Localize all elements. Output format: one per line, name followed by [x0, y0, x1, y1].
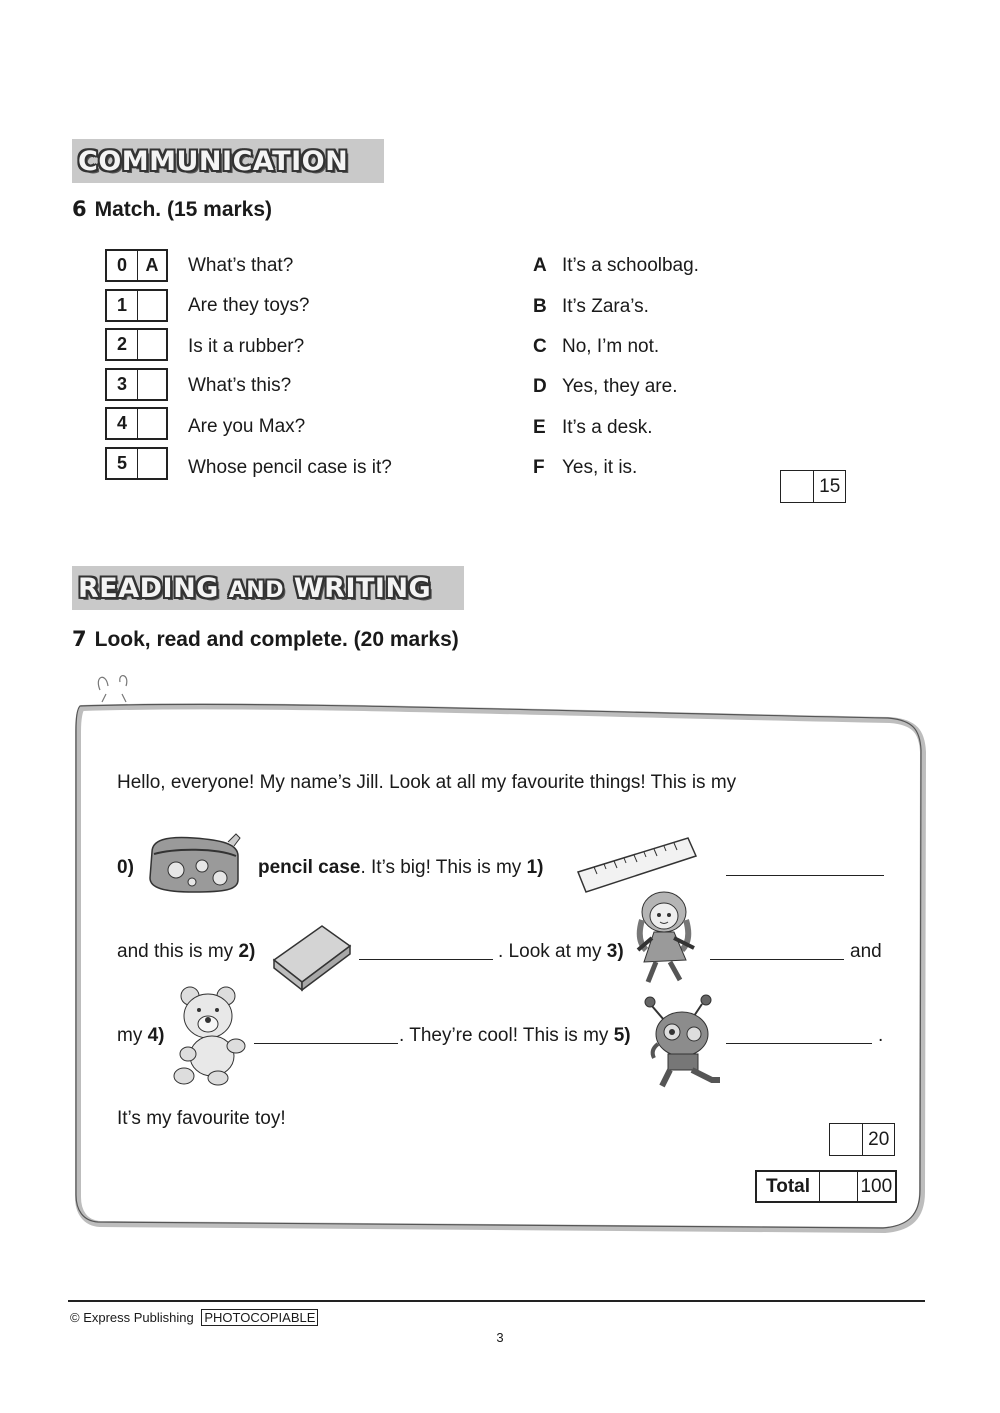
answer-E: E It’s a desk. [533, 417, 653, 438]
score-box-task6 [780, 470, 846, 503]
total-blank[interactable] [820, 1172, 857, 1201]
match-answer-cell[interactable] [138, 409, 166, 438]
footer [70, 1310, 318, 1325]
match-answer-cell[interactable] [138, 449, 166, 478]
match-number: 5 [107, 449, 138, 478]
answer-A: A It’s a schoolbag. [533, 255, 699, 276]
match-box-5 [105, 447, 168, 480]
answer-blank-2[interactable] [359, 941, 493, 960]
match-number: 4 [107, 409, 138, 438]
question-5: Whose pencil case is it? [188, 457, 392, 478]
question-2: Is it a rubber? [188, 336, 305, 357]
match-number: 3 [107, 370, 138, 399]
banner-text: COMMUNICATION [78, 145, 349, 177]
answer-blank-1[interactable] [726, 857, 884, 876]
task-instruction: Match. (15 marks) [94, 198, 273, 221]
text-line-4a: my 4) [117, 1025, 165, 1046]
question-0: What’s that? [188, 255, 294, 276]
match-number: 0 [107, 251, 138, 280]
text-line-3b: . Look at my 3) [498, 941, 624, 962]
robot-picture [640, 994, 732, 1092]
match-answer-cell[interactable] [138, 370, 166, 399]
answer-C: C No, I’m not. [533, 336, 660, 357]
copyright: © Express Publishing [70, 1310, 194, 1325]
match-box-0 [105, 249, 168, 282]
text-line-2a: 0) [117, 857, 134, 878]
page-number: 3 [496, 1330, 504, 1345]
footer-rule [68, 1300, 925, 1302]
score-max: 15 [819, 475, 841, 497]
answer-blank-5[interactable] [726, 1025, 872, 1044]
match-answer-cell: A [145, 255, 159, 275]
doll-picture [634, 890, 706, 990]
question-4: Are you Max? [188, 416, 306, 437]
text-line-4c: . [878, 1025, 884, 1046]
match-answer-cell[interactable] [138, 291, 166, 320]
task-number: 6 [72, 197, 87, 221]
teddy-bear-picture [168, 984, 254, 1086]
task-7-title [72, 627, 459, 652]
banner-text: READING AND WRITING [78, 572, 432, 604]
pencil-case-picture [146, 830, 244, 896]
score-blank[interactable] [781, 471, 814, 502]
match-box-3 [105, 368, 168, 401]
text-line-2b: pencil case. It’s big! This is my 1) [258, 857, 544, 878]
match-box-2 [105, 328, 168, 361]
question-3: What’s this? [188, 375, 292, 396]
photocopiable-badge: PHOTOCOPIABLE [201, 1309, 318, 1326]
answer-blank-4[interactable] [254, 1025, 398, 1044]
total-max: 100 [860, 1175, 893, 1197]
section-banner-communication [72, 139, 384, 183]
total-score-box [755, 1170, 897, 1203]
match-number: 1 [107, 291, 138, 320]
text-line-4b: . They’re cool! This is my 5) [399, 1025, 631, 1046]
task-number: 7 [72, 627, 87, 651]
answer-B: B It’s Zara’s. [533, 296, 649, 317]
ruler-picture [574, 836, 700, 896]
text-line-3c: and [850, 941, 882, 962]
match-answer-cell[interactable] [138, 330, 166, 359]
task-instruction: Look, read and complete. (20 marks) [94, 628, 459, 651]
answer-blank-3[interactable] [710, 941, 844, 960]
question-1: Are they toys? [188, 295, 310, 316]
text-line-1: Hello, everyone! My name’s Jill. Look at all my favourite things! This is my [117, 772, 737, 793]
task-6-title [72, 197, 272, 222]
answer-D: D Yes, they are. [533, 376, 678, 397]
text-line-5: It’s my favourite toy! [117, 1108, 286, 1129]
score-blank[interactable] [830, 1124, 863, 1155]
match-number: 2 [107, 330, 138, 359]
answer-F: F Yes, it is. [533, 457, 638, 478]
text-line-3a: and this is my 2) [117, 941, 256, 962]
rubber-picture [266, 920, 356, 992]
score-max: 20 [868, 1128, 890, 1150]
score-box-task7 [829, 1123, 895, 1156]
match-box-1 [105, 289, 168, 322]
section-banner-reading-writing [72, 566, 464, 610]
total-label: Total [757, 1172, 820, 1201]
match-box-4 [105, 407, 168, 440]
